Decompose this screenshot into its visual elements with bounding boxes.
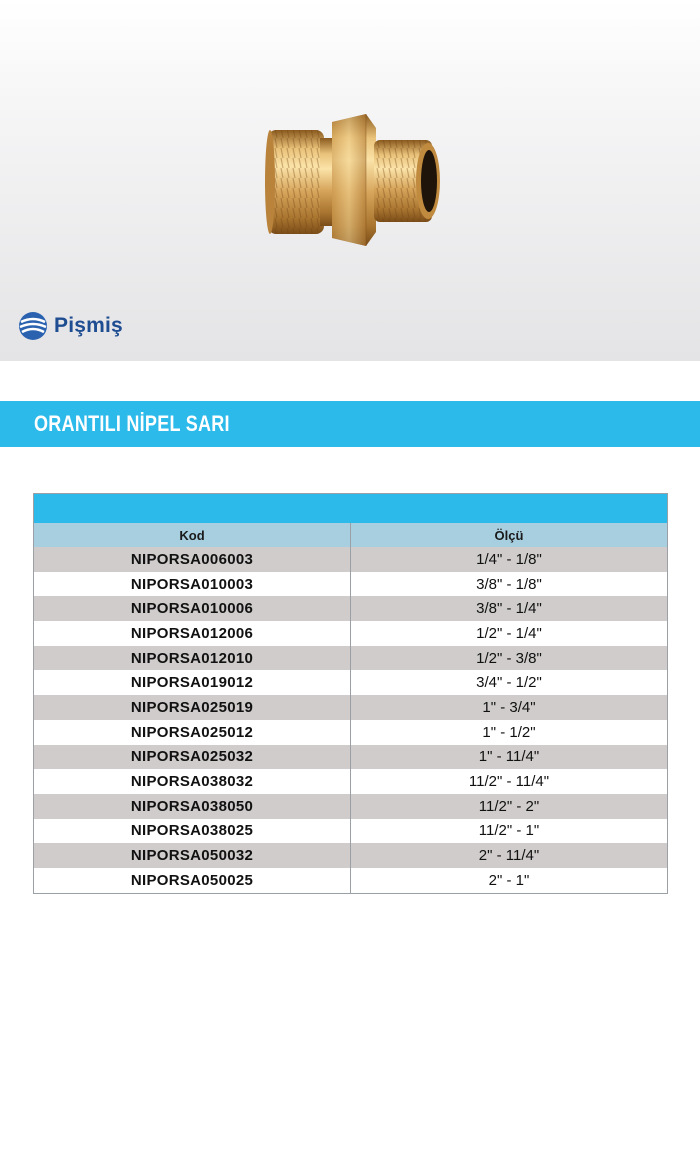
table-row <box>34 621 667 646</box>
code-cell: NIPORSA038025 <box>34 819 351 844</box>
brand-name: Pişmiş <box>54 314 123 337</box>
table-row <box>34 769 667 794</box>
code-cell: NIPORSA010006 <box>34 596 351 621</box>
product-hero <box>0 0 700 361</box>
code-cell: NIPORSA025032 <box>34 745 351 770</box>
code-cell: NIPORSA012010 <box>34 646 351 671</box>
code-cell: NIPORSA038032 <box>34 769 351 794</box>
code-cell: NIPORSA025012 <box>34 720 351 745</box>
table-row <box>34 695 667 720</box>
product-table <box>34 523 667 893</box>
size-cell: 3/8" - 1/4" <box>351 596 668 621</box>
size-cell: 1/2" - 1/4" <box>351 621 668 646</box>
table-row <box>34 596 667 621</box>
table-row <box>34 745 667 770</box>
column-header-kod: Kod <box>34 523 351 547</box>
pismis-logo-icon <box>18 311 48 341</box>
table-row <box>34 868 667 893</box>
code-cell: NIPORSA019012 <box>34 670 351 695</box>
size-cell: 11/2" - 1" <box>351 819 668 844</box>
size-cell: 2" - 11/4" <box>351 843 668 868</box>
size-cell: 1" - 3/4" <box>351 695 668 720</box>
product-title: ORANTILI NİPEL SARI <box>34 411 230 436</box>
table-header-row <box>34 523 667 547</box>
code-cell: NIPORSA050025 <box>34 868 351 893</box>
column-header-olcu: Ölçü <box>351 523 668 547</box>
table-row <box>34 572 667 597</box>
table-row <box>34 720 667 745</box>
table-row <box>34 843 667 868</box>
code-cell: NIPORSA010003 <box>34 572 351 597</box>
code-cell: NIPORSA050032 <box>34 843 351 868</box>
table-row <box>34 819 667 844</box>
size-cell: 11/2" - 11/4" <box>351 769 668 794</box>
size-cell: 1/4" - 1/8" <box>351 547 668 572</box>
size-cell: 1" - 11/4" <box>351 745 668 770</box>
spec-table <box>33 493 668 894</box>
brand-logo <box>18 310 123 342</box>
code-cell: NIPORSA012006 <box>34 621 351 646</box>
table-row <box>34 794 667 819</box>
size-cell: 11/2" - 2" <box>351 794 668 819</box>
brass-nipple-image <box>262 108 444 252</box>
size-cell: 1" - 1/2" <box>351 720 668 745</box>
size-cell: 2" - 1" <box>351 868 668 893</box>
size-cell: 1/2" - 3/8" <box>351 646 668 671</box>
code-cell: NIPORSA038050 <box>34 794 351 819</box>
table-row <box>34 547 667 572</box>
size-cell: 3/8" - 1/8" <box>351 572 668 597</box>
table-row <box>34 646 667 671</box>
code-cell: NIPORSA025019 <box>34 695 351 720</box>
table-row <box>34 670 667 695</box>
size-cell: 3/4" - 1/2" <box>351 670 668 695</box>
table-top-band <box>34 494 667 523</box>
title-band <box>0 401 700 447</box>
code-cell: NIPORSA006003 <box>34 547 351 572</box>
